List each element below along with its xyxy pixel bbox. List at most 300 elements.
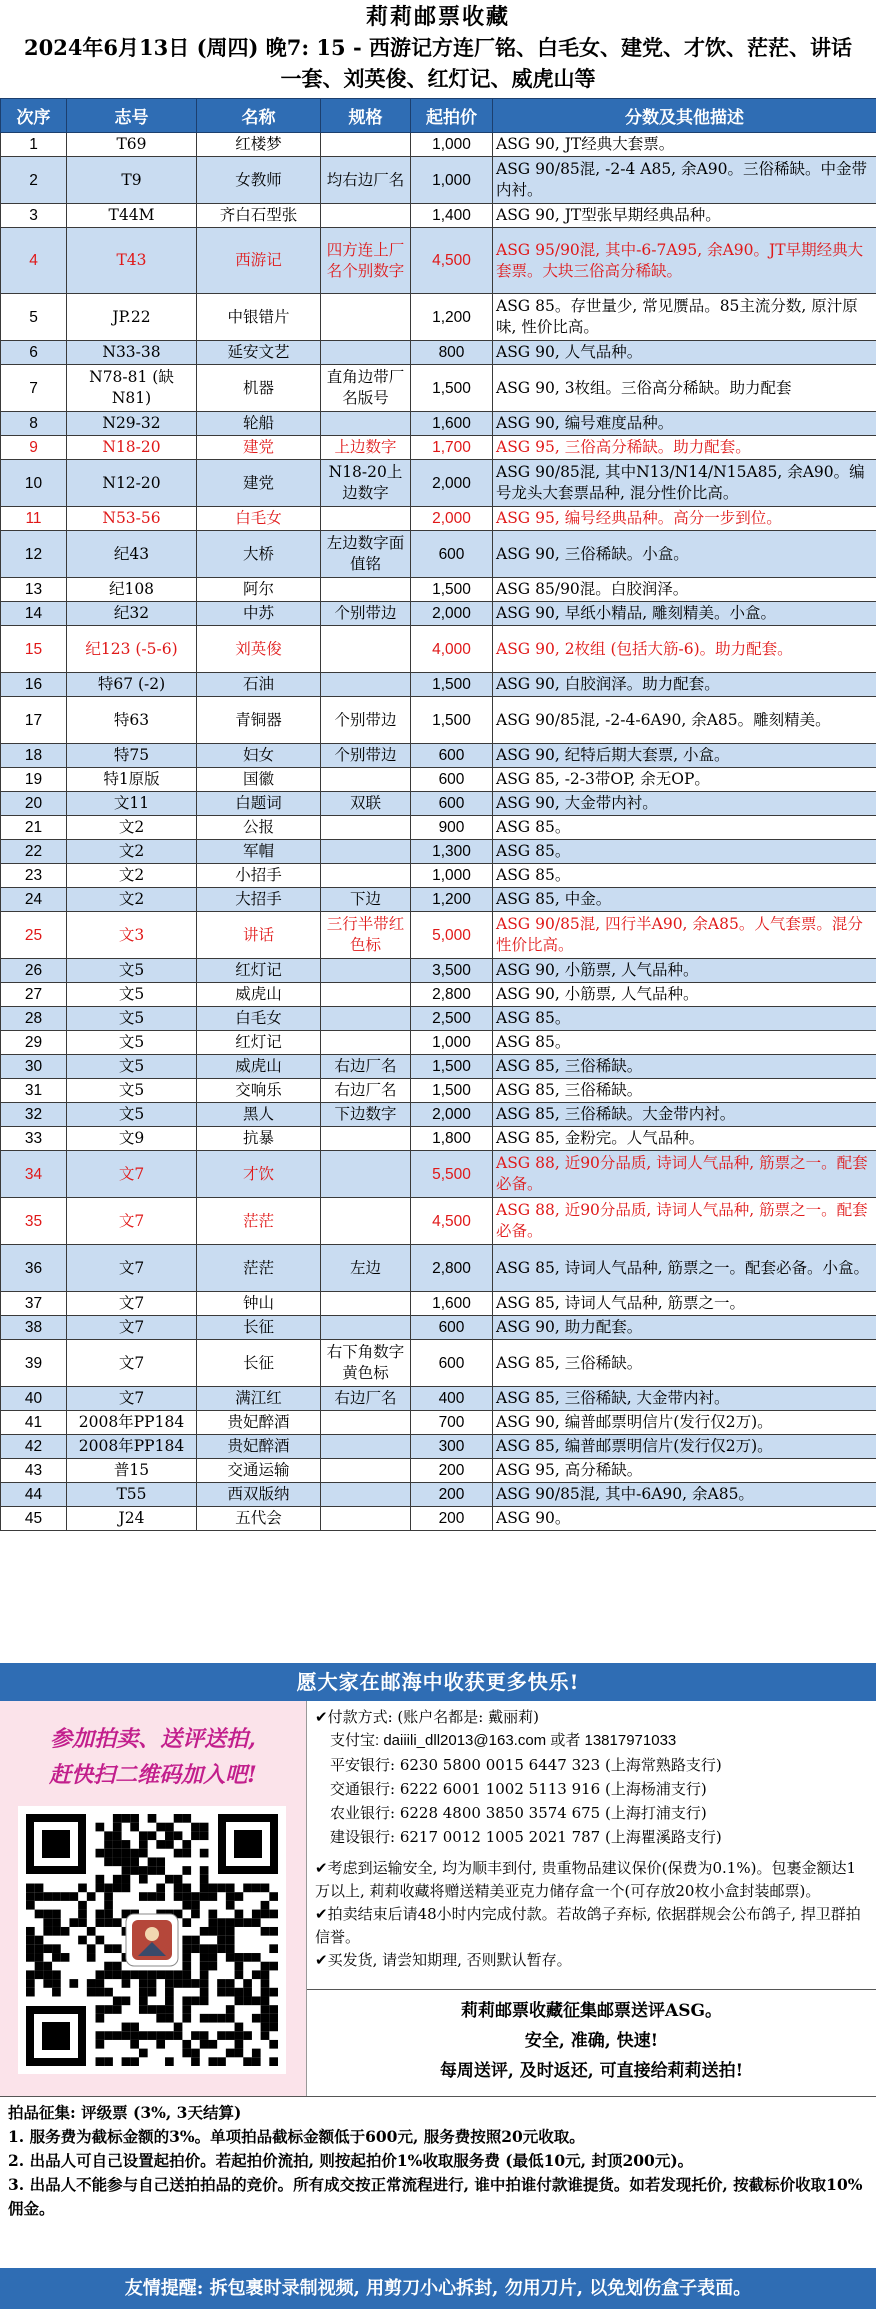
cell-desc: ASG 90/85混, 其中-6A90, 余A85。 [493,1483,876,1507]
table-row [1,294,876,341]
qr-module [174,1849,183,1858]
cell-code: N12-20 [67,460,197,507]
qr-module [269,1910,278,1919]
qr-module [191,1996,200,2005]
cell-spec: 左边 [321,1245,411,1292]
note-item: ✔考虑到运输安全, 均为顺丰到付, 贵重物品建议保价(保费为0.1%)。包裹金额达1万以上, 莉莉收藏将赠送精美亚克力储存盒一个(可存放20枚小盒封装邮票)。 [315,1859,856,1900]
cell-code: 纪108 [67,578,197,602]
qr-module [113,1996,122,2005]
qr-module [148,1892,157,1901]
cell-no: 31 [1,1079,67,1103]
cell-name: 阿尔 [197,578,321,602]
cell-price: 800 [411,341,493,365]
cell-code: 文5 [67,1031,197,1055]
qr-module [130,1857,139,1866]
qr-module [87,1979,96,1988]
qr-module [113,1970,122,1979]
table-row [1,816,876,840]
table-row [1,1151,876,1198]
cell-code: 文7 [67,1316,197,1340]
cell-name: 中银错片 [197,294,321,341]
cell-price: 1,500 [411,1079,493,1103]
cell-no: 20 [1,792,67,816]
cell-code: 文5 [67,1055,197,1079]
table-row [1,1007,876,1031]
qr-module [261,1901,270,1910]
cell-spec [321,1316,411,1340]
qr-module [243,1918,252,1927]
cell-desc: ASG 88, 近90分品质, 诗词人气品种, 筋票之一。配套必备。 [493,1198,876,1245]
qr-module [96,1875,105,1884]
qr-module [226,1979,235,1988]
qr-module [200,1823,209,1832]
table-row [1,365,876,412]
cell-no: 6 [1,341,67,365]
cell-desc: ASG 95, 编号经典品种。高分一步到位。 [493,507,876,531]
qr-module [96,1936,105,1945]
qr-module [26,1970,35,1979]
qr-center-logo [126,1914,178,1966]
table-row [1,1507,876,1531]
cell-no: 29 [1,1031,67,1055]
consignment-rules [0,2096,876,2268]
cell-no: 25 [1,912,67,959]
cell-no: 13 [1,578,67,602]
cell-code: 文5 [67,1079,197,1103]
qr-module [122,2023,131,2032]
cell-desc: ASG 90, 小筋票, 人气品种。 [493,983,876,1007]
qr-module [252,1910,261,1919]
qr-module [217,2014,226,2023]
qr-module [252,1884,261,1893]
qr-module [156,2031,165,2040]
cell-spec: 右下角数字黄色标 [321,1340,411,1387]
qr-module [130,2031,139,2040]
cell-code: 文5 [67,1103,197,1127]
cell-no: 9 [1,436,67,460]
cell-price: 200 [411,1459,493,1483]
qr-module [226,1953,235,1962]
qr-module [182,1979,191,1988]
cell-name: 讲话 [197,912,321,959]
greeting-banner: 愿大家在邮海中收获更多快乐! [0,1663,876,1701]
qr-module [182,1901,191,1910]
qr-module [235,2040,244,2049]
qr-module [165,2057,174,2066]
cell-desc: ASG 85, 中金。 [493,888,876,912]
qr-module [200,1962,209,1971]
qr-module [182,1944,191,1953]
qr-module [113,2031,122,2040]
cell-desc: ASG 90, 编号难度品种。 [493,412,876,436]
cell-no: 19 [1,768,67,792]
qr-module [200,1970,209,1979]
qr-module [148,1866,157,1875]
cell-price: 1,000 [411,157,493,204]
qr-module [165,1988,174,1997]
table-row [1,133,876,157]
table-row [1,602,876,626]
qr-module [182,1814,191,1823]
cell-code: 特67 (-2) [67,673,197,697]
qr-module [165,1979,174,1988]
qr-module [96,2031,105,2040]
qr-module [261,1884,270,1893]
column-header: 规格 [321,99,411,133]
qr-module [269,2057,278,2066]
qr-module [26,1944,35,1953]
grading-service-box: 莉莉邮票收藏征集邮票送评ASG。 安全, 准确, 快速! 每周送评, 及时返还, 可直接给莉莉送拍! [307,1989,876,2096]
qr-module [182,1962,191,1971]
qr-module [269,1927,278,1936]
qr-module [235,2023,244,2032]
cell-spec [321,673,411,697]
qr-module [139,1996,148,2005]
qr-module [217,1988,226,1997]
bank-account: 农业银行: 6228 4800 3850 3574 675 (上海打浦支行) [330,1804,707,1822]
table-row [1,792,876,816]
qr-module [139,1970,148,1979]
qr-module [261,1927,270,1936]
qr-module [52,1979,61,1988]
cell-spec: 个别带边 [321,744,411,768]
qr-module [208,1884,217,1893]
cell-name: 国徽 [197,768,321,792]
table-row [1,228,876,294]
qr-module [252,1918,261,1927]
qr-module [130,2057,139,2066]
bank-account: 建设银行: 6217 0012 1005 2021 787 (上海瞿溪路支行) [330,1828,722,1846]
qr-module [104,1831,113,1840]
qr-module [243,1996,252,2005]
cell-desc: ASG 90, 编普邮票明信片(发行仅2万)。 [493,1411,876,1435]
cell-name: 抗暴 [197,1127,321,1151]
cell-code: 特63 [67,697,197,744]
qr-module [113,1875,122,1884]
cell-price: 1,000 [411,1031,493,1055]
cell-spec: 右边厂名 [321,1055,411,1079]
qr-module [174,1970,183,1979]
cell-desc: ASG 95/90混, 其中-6-7A95, 余A90。JT早期经典大套票。大块三俗高分稀缺。 [493,228,876,294]
cell-no: 18 [1,744,67,768]
table-row [1,840,876,864]
qr-module [191,1910,200,1919]
qr-module [139,1892,148,1901]
cell-desc: ASG 95, 高分稀缺。 [493,1459,876,1483]
qr-module [252,2057,261,2066]
qr-module [165,1875,174,1884]
table-row [1,744,876,768]
cell-price: 3,500 [411,959,493,983]
qr-module [35,1892,44,1901]
qr-module [139,2005,148,2014]
table-row [1,888,876,912]
cell-spec [321,1292,411,1316]
cell-code: J24 [67,1507,197,1531]
qr-module [235,1988,244,1997]
cell-code: 文9 [67,1127,197,1151]
qr-module [52,1918,61,1927]
cell-desc: ASG 85, 三俗稀缺。 [493,1079,876,1103]
qr-module [43,1962,52,1971]
bank-account: 交通银行: 6222 6001 1002 5113 916 (上海杨浦支行) [330,1780,707,1798]
qr-module [52,1944,61,1953]
cell-desc: ASG 90, 助力配套。 [493,1316,876,1340]
cell-price: 600 [411,531,493,578]
qr-module [122,1875,131,1884]
cell-name: 钟山 [197,1292,321,1316]
qr-module [226,1927,235,1936]
cell-price: 1,600 [411,412,493,436]
cell-code: 文7 [67,1292,197,1316]
cell-desc: ASG 85。 [493,1031,876,1055]
qr-module [200,1953,209,1962]
qr-module [122,1866,131,1875]
cell-spec: 下边数字 [321,1103,411,1127]
qr-module [208,1953,217,1962]
cell-price: 2,000 [411,602,493,626]
cell-code: T55 [67,1483,197,1507]
qr-module [174,2023,183,2032]
cell-desc: ASG 90, 白胶润泽。助力配套。 [493,673,876,697]
qr-module [78,1901,87,1910]
cell-price: 2,800 [411,1245,493,1292]
qr-module [96,1884,105,1893]
cell-code: 文7 [67,1340,197,1387]
cell-name: 小招手 [197,864,321,888]
column-header: 起拍价 [411,99,493,133]
cell-name: 西双版纳 [197,1483,321,1507]
qr-module [122,2057,131,2066]
qr-module [217,1936,226,1945]
cell-desc: ASG 90, JT型张早期经典品种。 [493,204,876,228]
qr-module [226,1936,235,1945]
cell-spec: 个别带边 [321,602,411,626]
qr-module [122,1814,131,1823]
cell-name: 西游记 [197,228,321,294]
cell-code: 文5 [67,959,197,983]
cell-name: 公报 [197,816,321,840]
qr-module [139,2049,148,2058]
qr-module [182,1936,191,1945]
qr-module [174,1875,183,1884]
cell-price: 1,500 [411,365,493,412]
cell-no: 22 [1,840,67,864]
qr-module [52,1970,61,1979]
qr-module [252,1996,261,2005]
cell-no: 39 [1,1340,67,1387]
qr-module [96,2040,105,2049]
qr-module [113,1944,122,1953]
cell-price: 1,800 [411,1127,493,1151]
qr-module [200,1988,209,1997]
qr-module [156,1970,165,1979]
cell-price: 2,800 [411,983,493,1007]
cell-name: 白毛女 [197,1007,321,1031]
cell-no: 24 [1,888,67,912]
qr-module [165,1996,174,2005]
qr-module [243,1884,252,1893]
cell-name: 大桥 [197,531,321,578]
cell-code: 文7 [67,1387,197,1411]
qr-module [261,2014,270,2023]
qr-module [130,1823,139,1832]
cell-spec [321,1031,411,1055]
cell-desc: ASG 90, 小筋票, 人气品种。 [493,959,876,983]
qr-module [217,1927,226,1936]
qr-module [148,2031,157,2040]
cell-name: 黑人 [197,1103,321,1127]
qr-module [156,2040,165,2049]
cell-spec [321,626,411,673]
cell-price: 1,600 [411,1292,493,1316]
qr-module [217,1884,226,1893]
cell-name: 长征 [197,1316,321,1340]
qr-module [200,1831,209,1840]
cell-price: 300 [411,1435,493,1459]
qr-module [139,1866,148,1875]
qr-module [96,1970,105,1979]
cell-no: 21 [1,816,67,840]
cell-price: 4,000 [411,626,493,673]
cell-desc: ASG 85, 三俗稀缺。大金带内衬。 [493,1103,876,1127]
qr-module [148,1857,157,1866]
cell-no: 32 [1,1103,67,1127]
cell-desc: ASG 85/90混。白胶润泽。 [493,578,876,602]
cell-code: 文2 [67,840,197,864]
qr-module [139,1840,148,1849]
qr-module [182,2005,191,2014]
cell-spec: 右边厂名 [321,1079,411,1103]
cell-code: N18-20 [67,436,197,460]
qr-module [156,1840,165,1849]
qr-module [35,1884,44,1893]
qr-module [104,1857,113,1866]
cell-code: 文5 [67,983,197,1007]
qr-module [78,1936,87,1945]
table-row [1,1127,876,1151]
column-header: 志号 [67,99,197,133]
cell-no: 7 [1,365,67,412]
qr-module [156,1884,165,1893]
cell-desc: ASG 90/85混, -2-4-6A90, 余A85。雕刻精美。 [493,697,876,744]
auction-subtitle-line1: 2024年6月13日 (周四) 晚7: 15 - 西游记方连厂铭、白毛女、建党、才饮、茫茫、讲话 [23,35,852,60]
table-row [1,1198,876,1245]
cell-spec [321,1151,411,1198]
qr-module [226,1901,235,1910]
qr-module [200,1875,209,1884]
qr-module [130,1970,139,1979]
table-row [1,507,876,531]
qr-module [113,1823,122,1832]
cell-desc: ASG 85, 三俗稀缺。 [493,1340,876,1387]
cell-spec: 直角边带厂名版号 [321,365,411,412]
qr-module [208,2057,217,2066]
cell-price: 4,500 [411,1198,493,1245]
qr-module [148,1970,157,1979]
qr-module [182,2014,191,2023]
qr-module [252,2014,261,2023]
cell-code: 文7 [67,1198,197,1245]
cell-name: 满江红 [197,1387,321,1411]
table-row [1,1079,876,1103]
cell-desc: ASG 90, 大金带内衬。 [493,792,876,816]
qr-module [208,1918,217,1927]
rules-heading: 拍品征集: 评级票 (3%, 3天结算) [8,2103,242,2122]
cell-desc: ASG 85, -2-3带OP, 余无OP。 [493,768,876,792]
cell-no: 37 [1,1292,67,1316]
qr-module [104,2031,113,2040]
cell-spec [321,864,411,888]
qr-module [122,1970,131,1979]
payment-heading: ✔付款方式: (账户名都是: 戴丽莉) [315,1708,539,1726]
cell-spec [321,1007,411,1031]
table-row [1,1245,876,1292]
qr-module [200,1892,209,1901]
cell-no: 15 [1,626,67,673]
cell-name: 刘英俊 [197,626,321,673]
qr-module [104,2057,113,2066]
qr-module [113,1962,122,1971]
qr-module [235,2031,244,2040]
qr-module [148,1814,157,1823]
qr-module [130,1814,139,1823]
cell-desc: ASG 90, 早纸小精品, 雕刻精美。小盒。 [493,602,876,626]
qr-module [104,1988,113,1997]
qr-code[interactable] [18,1806,286,2074]
qr-module [200,2031,209,2040]
table-header-row [1,99,876,133]
qr-module [113,1857,122,1866]
cell-no: 11 [1,507,67,531]
qr-module [200,1979,209,1988]
cell-desc: ASG 90, 2枚组 (包括大筋-6)。助力配套。 [493,626,876,673]
column-header: 次序 [1,99,67,133]
qr-module [139,2031,148,2040]
cell-code: 特75 [67,744,197,768]
table-row [1,983,876,1007]
cell-code: 普15 [67,1459,197,1483]
table-row [1,1435,876,1459]
qr-module [191,1944,200,1953]
bank-account: 平安银行: 6230 5800 0015 6447 323 (上海常熟路支行) [330,1756,722,1774]
cell-code: N53-56 [67,507,197,531]
qr-module [43,1892,52,1901]
cell-name: 中苏 [197,602,321,626]
cell-name: 齐白石型张 [197,204,321,228]
qr-module [191,1979,200,1988]
table-row [1,1031,876,1055]
table-row [1,1292,876,1316]
cell-code: 纪32 [67,602,197,626]
qr-module [269,2005,278,2014]
qr-module [226,2031,235,2040]
cell-name: 白毛女 [197,507,321,531]
qr-module [69,1918,78,1927]
cell-desc: ASG 85。存世量少, 常见赝品。85主流分数, 原汁原味, 性价比高。 [493,294,876,341]
qr-module [156,2005,165,2014]
qr-module [261,2023,270,2032]
footer-reminder: 友情提醒: 拆包裹时录制视频, 用剪刀小心拆封, 勿用刀片, 以免划伤盒子表面。 [0,2268,876,2309]
cell-no: 41 [1,1411,67,1435]
qr-module [148,1831,157,1840]
table-row [1,912,876,959]
qr-module [122,1979,131,1988]
cell-name: 建党 [197,436,321,460]
cell-code: 2008年PP184 [67,1411,197,1435]
cell-spec [321,1483,411,1507]
qr-module [182,1866,191,1875]
